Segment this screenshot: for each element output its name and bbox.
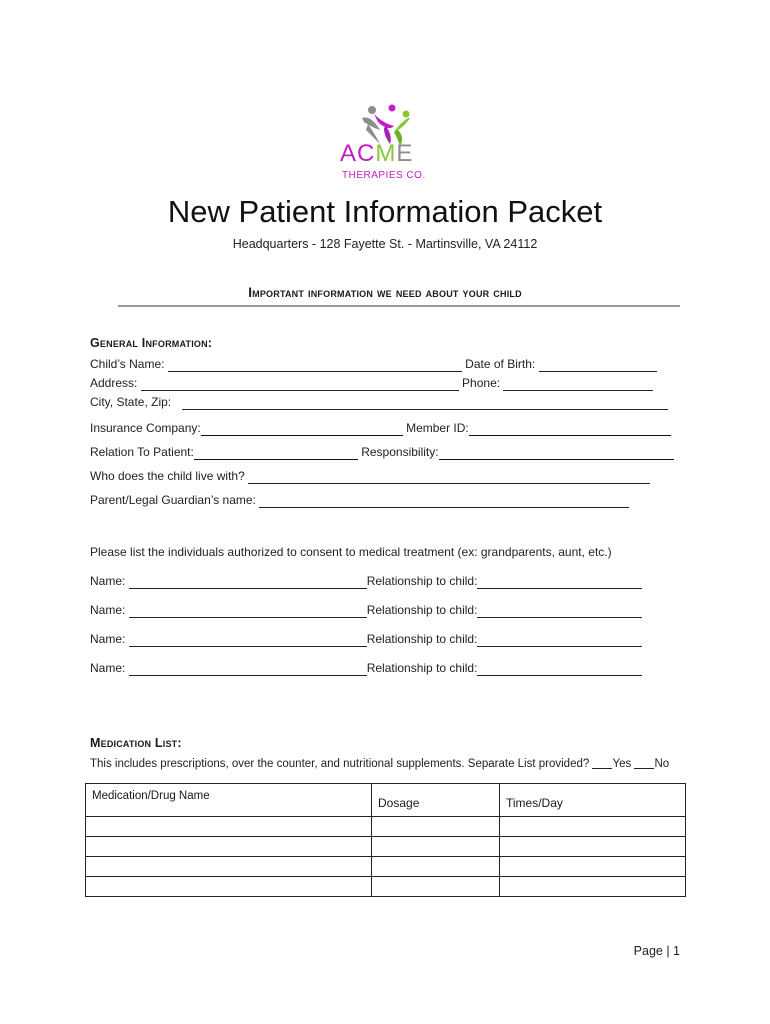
column-header-medication: Medication/Drug Name [86,784,372,817]
page-title: New Patient Information Packet [167,194,603,229]
column-header-dosage: Dosage [372,784,500,817]
authorized-name-field[interactable] [129,605,367,618]
phone-field[interactable] [503,378,653,391]
logo-letter-m: M [375,140,397,167]
medication-table-header [86,784,686,817]
medication-note-row [90,757,669,770]
page-number: Page | 1 [633,944,680,958]
phone-label: Phone: [462,376,501,390]
authorized-name-field[interactable] [129,634,367,647]
logo-letter-c: C [357,140,376,167]
medication-note: This includes prescriptions, over the counter, and nutritional supplements. Separate List provided? [90,758,590,770]
member-id-field[interactable] [469,423,671,436]
authorized-name-label: Name: [90,632,126,646]
responsibility-field[interactable] [439,447,674,460]
insurance-company-field[interactable] [201,423,403,436]
relationship-field[interactable] [477,576,642,589]
date-of-birth-label: Date of Birth: [465,357,536,371]
dosage-cell[interactable] [372,877,500,897]
times-per-day-cell[interactable] [500,837,686,857]
guardian-row [90,493,629,508]
member-id-label: Member ID: [406,421,469,435]
logo-letter-e: E [396,140,414,167]
responsibility-label: Responsibility: [361,445,439,459]
authorized-row [90,661,642,676]
address-label: Address: [90,376,138,390]
times-per-day-cell[interactable] [500,877,686,897]
yes-label: Yes [612,758,632,770]
authorized-name-label: Name: [90,574,126,588]
address-field[interactable] [141,378,459,391]
address-row [90,376,653,391]
medication-name-cell[interactable] [86,877,372,897]
relation-to-patient-field[interactable] [194,447,358,460]
guardian-name-label: Parent/Legal Guardian’s name: [90,493,256,507]
authorized-name-field[interactable] [129,663,367,676]
medication-list-heading: Medication List: [90,736,182,750]
no-label: No [654,758,670,770]
dosage-cell[interactable] [372,817,500,837]
authorized-row [90,603,642,618]
logo-wordmark [340,142,432,166]
authorized-row [90,632,642,647]
lives-with-label: Who does the child live with? [90,469,245,483]
city-state-zip-field[interactable] [182,397,668,410]
dosage-cell[interactable] [372,857,500,877]
authorized-intro: Please list the individuals authorized to consent to medical treatment (ex: grandparents, aunt, etc.) [90,545,612,559]
relationship-label: Relationship to child: [366,603,478,617]
guardian-name-field[interactable] [259,495,629,508]
logo-subtitle: THERAPIES CO. [342,170,426,181]
medication-name-cell[interactable] [86,857,372,877]
relationship-field[interactable] [477,634,642,647]
separate-list-no-blank[interactable] [634,757,654,769]
authorized-name-field[interactable] [129,576,367,589]
relationship-field[interactable] [477,605,642,618]
authorized-row [90,574,642,589]
relationship-label: Relationship to child: [366,574,478,588]
dosage-cell[interactable] [372,837,500,857]
section-divider [118,305,680,307]
logo-letter-a: A [340,140,358,167]
relationship-field[interactable] [477,663,642,676]
date-of-birth-field[interactable] [539,359,657,372]
city-state-zip-row [90,395,668,410]
table-row [86,837,686,857]
relationship-label: Relationship to child: [366,661,478,675]
medication-name-cell[interactable] [86,837,372,857]
insurance-company-label: Insurance Company: [90,421,201,435]
medication-name-cell[interactable] [86,817,372,837]
authorized-name-label: Name: [90,661,126,675]
lives-with-row [90,469,650,484]
relation-to-patient-label: Relation To Patient: [90,445,194,459]
city-state-zip-label: City, State, Zip: [90,395,172,409]
child-name-field[interactable] [168,359,462,372]
relationship-label: Relationship to child: [366,632,478,646]
medication-table [85,783,686,897]
section-heading: Important information we need about your child [248,285,522,300]
child-name-label: Child’s Name: [90,357,165,371]
company-logo [340,100,440,190]
column-header-times-per-day: Times/Day [500,784,686,817]
table-row [86,877,686,897]
headquarters-address: Headquarters - 128 Fayette St. - Martinsville, VA 24112 [232,237,538,251]
lives-with-field[interactable] [248,471,650,484]
times-per-day-cell[interactable] [500,857,686,877]
authorized-name-label: Name: [90,603,126,617]
general-information-heading: General Information: [90,336,213,350]
times-per-day-cell[interactable] [500,817,686,837]
separate-list-yes-blank[interactable] [592,757,612,769]
table-row [86,857,686,877]
table-row [86,817,686,837]
insurance-row [90,421,671,436]
child-name-row [90,357,657,372]
relation-row [90,445,674,460]
